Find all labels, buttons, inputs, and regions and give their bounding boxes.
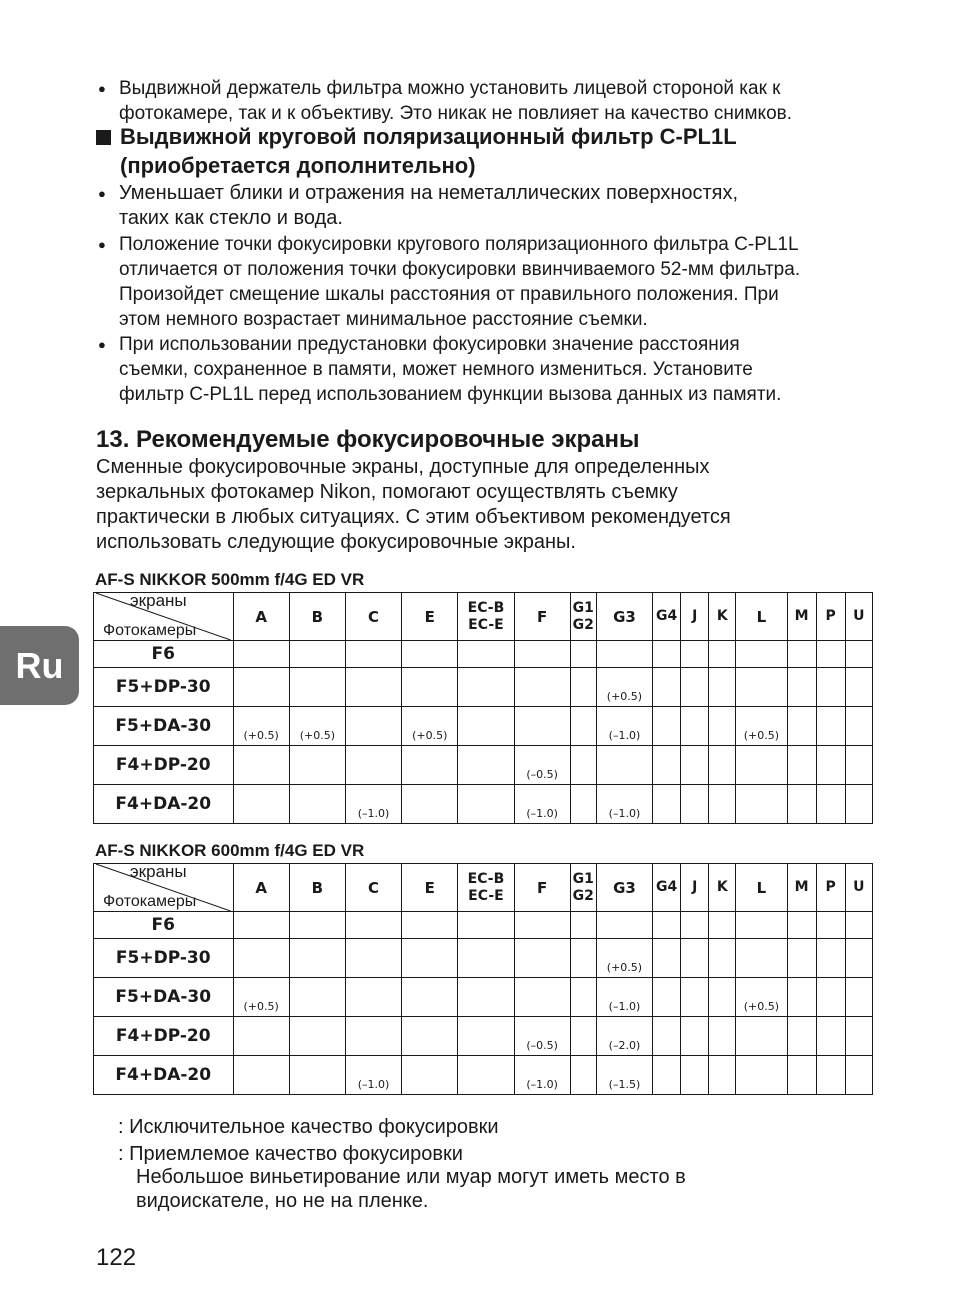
header-cameras-label: Фотокамеры (103, 622, 197, 639)
compatibility-cell (787, 668, 816, 707)
compatibility-cell (514, 707, 570, 746)
compatibility-cell (845, 1017, 872, 1056)
exposure-compensation: (–1.0) (357, 807, 390, 820)
compatibility-cell (345, 939, 401, 978)
legend-excellent: : Исключительное качество фокусировки (118, 1116, 499, 1138)
compatibility-cell (845, 978, 872, 1017)
square-bullet-icon (96, 130, 111, 145)
compatibility-cell (514, 785, 570, 824)
screen-type-header: G3 (596, 864, 652, 912)
bullet-line: съемки, сохраненное в памяти, может немного измениться. Установите (119, 359, 753, 380)
compatibility-cell (570, 707, 596, 746)
compatibility-cell (458, 912, 514, 939)
screen-type-header: EC-B EC-E (458, 864, 514, 912)
exposure-compensation: (+0.5) (243, 729, 279, 742)
compatibility-cell (233, 912, 289, 939)
camera-name: F5+DP-30 (94, 939, 234, 978)
focusing-screen-table (93, 863, 873, 1095)
screen-type-header: K (709, 593, 736, 641)
compatibility-cell (681, 668, 709, 707)
compatibility-cell (570, 746, 596, 785)
exposure-compensation: (+0.5) (606, 690, 643, 703)
compatibility-cell (787, 939, 816, 978)
compatibility-cell (458, 978, 514, 1017)
compatibility-cell (233, 641, 289, 668)
bullet-icon: ● (98, 81, 106, 96)
header-screens-label: экраны (130, 591, 187, 610)
table-row (94, 641, 873, 668)
compatibility-cell (681, 912, 709, 939)
compatibility-cell (570, 912, 596, 939)
compatibility-cell (345, 1017, 401, 1056)
compatibility-cell (514, 912, 570, 939)
table-row (94, 785, 873, 824)
compatibility-cell (845, 707, 872, 746)
compatibility-cell (709, 707, 736, 746)
compatibility-cell (816, 746, 845, 785)
compatibility-cell (596, 978, 652, 1017)
compatibility-cell (289, 912, 345, 939)
compatibility-cell (816, 1017, 845, 1056)
compatibility-cell (233, 668, 289, 707)
screen-type-header: B (289, 864, 345, 912)
compatibility-cell (596, 641, 652, 668)
compatibility-cell (402, 707, 458, 746)
compatibility-cell (345, 1056, 401, 1095)
screen-type-header: E (402, 593, 458, 641)
compatibility-cell (402, 1056, 458, 1095)
table-row (94, 939, 873, 978)
compatibility-cell (816, 939, 845, 978)
screen-type-header: P (816, 593, 845, 641)
compatibility-cell (653, 668, 681, 707)
compatibility-cell (233, 1017, 289, 1056)
exposure-compensation: (–1.0) (608, 1000, 641, 1013)
header-screens-label: экраны (130, 862, 187, 881)
compatibility-cell (289, 1056, 345, 1095)
compatibility-cell (736, 707, 787, 746)
compatibility-cell (570, 668, 596, 707)
screen-type-header: J (681, 593, 709, 641)
compatibility-cell (402, 978, 458, 1017)
exposure-compensation: (+0.5) (606, 961, 643, 974)
compatibility-cell (514, 641, 570, 668)
compatibility-cell (233, 978, 289, 1017)
screen-type-header: M (787, 864, 816, 912)
compatibility-cell (787, 1017, 816, 1056)
section-heading: 13. Рекомендуемые фокусировочные экраны (96, 426, 640, 453)
compatibility-cell (787, 978, 816, 1017)
screen-type-header: EC-B EC-E (458, 593, 514, 641)
compatibility-cell (570, 641, 596, 668)
compatibility-cell (845, 641, 872, 668)
screen-type-header: G1 G2 (570, 864, 596, 912)
screen-type-header: P (816, 864, 845, 912)
screen-type-header: G4 (653, 864, 681, 912)
header-corner (94, 864, 234, 912)
compatibility-cell (402, 668, 458, 707)
compatibility-cell (289, 641, 345, 668)
exposure-compensation: (+0.5) (412, 729, 448, 742)
compatibility-cell (289, 668, 345, 707)
compatibility-cell (816, 707, 845, 746)
screen-type-header: M (787, 593, 816, 641)
compatibility-cell (681, 746, 709, 785)
camera-name: F6 (94, 641, 234, 668)
compatibility-cell (709, 746, 736, 785)
table-caption: AF-S NIKKOR 500mm f/4G ED VR (95, 570, 365, 589)
exposure-compensation: (–1.0) (608, 807, 641, 820)
bullet-icon: ● (98, 337, 106, 352)
compatibility-cell (233, 707, 289, 746)
header-corner (94, 593, 234, 641)
compatibility-cell (845, 746, 872, 785)
screen-type-header: G1 G2 (570, 593, 596, 641)
compatibility-cell (787, 1056, 816, 1095)
compatibility-cell (458, 785, 514, 824)
compatibility-cell (709, 641, 736, 668)
compatibility-cell (816, 668, 845, 707)
compatibility-cell (653, 1056, 681, 1095)
compatibility-cell (681, 978, 709, 1017)
section-paragraph-line: использовать следующие фокусировочные экраны. (96, 531, 576, 553)
compatibility-cell (787, 707, 816, 746)
compatibility-cell (653, 1017, 681, 1056)
compatibility-cell (233, 785, 289, 824)
bullet-line: фотокамере, так и к объективу. Это никак не повлияет на качество снимков. (119, 103, 793, 124)
compatibility-cell (845, 668, 872, 707)
compatibility-cell (458, 707, 514, 746)
screen-type-header: G4 (653, 593, 681, 641)
compatibility-cell (709, 1017, 736, 1056)
compatibility-cell (736, 641, 787, 668)
screen-type-header: F (514, 593, 570, 641)
subsection-title: (приобретается дополнительно) (120, 153, 476, 178)
exposure-compensation: (–1.5) (608, 1078, 641, 1091)
compatibility-cell (736, 978, 787, 1017)
compatibility-cell (681, 1017, 709, 1056)
compatibility-cell (736, 785, 787, 824)
compatibility-cell (816, 1056, 845, 1095)
bullet-line: таких как стекло и вода. (119, 207, 343, 229)
compatibility-cell (596, 668, 652, 707)
compatibility-cell (845, 785, 872, 824)
legend-note: Небольшое виньетирование или муар могут иметь место в (136, 1166, 686, 1188)
camera-name: F5+DP-30 (94, 668, 234, 707)
exposure-compensation: (–1.0) (526, 807, 558, 820)
page-number: 122 (96, 1244, 137, 1271)
compatibility-cell (402, 746, 458, 785)
screen-type-header: A (233, 593, 289, 641)
screen-type-header: L (736, 593, 787, 641)
compatibility-cell (653, 746, 681, 785)
compatibility-cell (570, 785, 596, 824)
compatibility-cell (570, 1017, 596, 1056)
compatibility-cell (233, 746, 289, 785)
table-row (94, 746, 873, 785)
compatibility-cell (402, 939, 458, 978)
compatibility-cell (596, 707, 652, 746)
table-row (94, 978, 873, 1017)
compatibility-cell (709, 668, 736, 707)
compatibility-cell (402, 785, 458, 824)
compatibility-cell (345, 785, 401, 824)
camera-name: F4+DP-20 (94, 1017, 234, 1056)
compatibility-cell (570, 939, 596, 978)
compatibility-cell (345, 978, 401, 1017)
legend-note: видоискателе, но не на пленке. (136, 1190, 429, 1212)
header-cameras-label: Фотокамеры (103, 893, 197, 910)
compatibility-cell (233, 1056, 289, 1095)
compatibility-cell (402, 912, 458, 939)
bullet-line: отличается от положения точки фокусировки ввинчиваемого 52-мм фильтра. (119, 259, 801, 280)
table-caption: AF-S NIKKOR 600mm f/4G ED VR (95, 841, 365, 860)
screen-type-header: J (681, 864, 709, 912)
compatibility-cell (736, 939, 787, 978)
compatibility-cell (458, 668, 514, 707)
compatibility-cell (570, 978, 596, 1017)
compatibility-cell (289, 746, 345, 785)
compatibility-cell (709, 978, 736, 1017)
compatibility-cell (653, 939, 681, 978)
screen-type-header: U (845, 864, 872, 912)
compatibility-cell (709, 1056, 736, 1095)
compatibility-cell (458, 641, 514, 668)
compatibility-cell (402, 641, 458, 668)
screen-type-header: G3 (596, 593, 652, 641)
compatibility-cell (816, 641, 845, 668)
compatibility-cell (653, 978, 681, 1017)
compatibility-cell (514, 746, 570, 785)
exposure-compensation: (–1.0) (357, 1078, 390, 1091)
compatibility-cell (787, 912, 816, 939)
compatibility-cell (845, 1056, 872, 1095)
screen-type-header: C (345, 864, 401, 912)
compatibility-cell (570, 1056, 596, 1095)
compatibility-cell (736, 912, 787, 939)
table-row (94, 1017, 873, 1056)
compatibility-cell (345, 707, 401, 746)
screen-type-header: E (402, 864, 458, 912)
compatibility-cell (345, 668, 401, 707)
compatibility-cell (709, 785, 736, 824)
compatibility-cell (289, 707, 345, 746)
compatibility-cell (514, 939, 570, 978)
compatibility-cell (596, 939, 652, 978)
compatibility-cell (345, 641, 401, 668)
compatibility-cell (289, 939, 345, 978)
compatibility-cell (596, 1017, 652, 1056)
camera-name: F4+DA-20 (94, 785, 234, 824)
compatibility-cell (514, 1017, 570, 1056)
compatibility-cell (681, 641, 709, 668)
screen-type-header: C (345, 593, 401, 641)
section-paragraph-line: зеркальных фотокамер Nikon, помогают осуществлять съемку (96, 481, 678, 503)
compatibility-cell (289, 978, 345, 1017)
compatibility-cell (787, 746, 816, 785)
compatibility-cell (653, 912, 681, 939)
exposure-compensation: (–0.5) (526, 1039, 558, 1052)
bullet-line: Произойдет смещение шкалы расстояния от правильного положения. При (119, 284, 779, 305)
compatibility-cell (816, 785, 845, 824)
compatibility-cell (787, 641, 816, 668)
compatibility-cell (514, 978, 570, 1017)
exposure-compensation: (+0.5) (299, 729, 335, 742)
compatibility-cell (653, 707, 681, 746)
compatibility-cell (289, 785, 345, 824)
compatibility-cell (514, 668, 570, 707)
screen-type-header: F (514, 864, 570, 912)
compatibility-cell (458, 1017, 514, 1056)
bullet-line: При использовании предустановки фокусировки значение расстояния (119, 334, 740, 355)
compatibility-cell (736, 668, 787, 707)
exposure-compensation: (+0.5) (743, 729, 780, 742)
bullet-icon: ● (98, 186, 106, 201)
compatibility-cell (402, 1017, 458, 1056)
compatibility-cell (458, 1056, 514, 1095)
bullet-line: фильтр C-PL1L перед использованием функции вызова данных из памяти. (119, 384, 782, 405)
screen-type-header: A (233, 864, 289, 912)
compatibility-cell (709, 939, 736, 978)
compatibility-cell (845, 939, 872, 978)
exposure-compensation: (–1.0) (526, 1078, 558, 1091)
compatibility-cell (845, 912, 872, 939)
bullet-line: Выдвижной держатель фильтра можно установить лицевой стороной как к (119, 78, 781, 99)
compatibility-cell (736, 1056, 787, 1095)
subsection-title: Выдвижной круговой поляризационный фильтр C-PL1L (120, 124, 737, 149)
legend-acceptable: : Приемлемое качество фокусировки (118, 1143, 463, 1165)
exposure-compensation: (–1.0) (608, 729, 641, 742)
compatibility-cell (514, 1056, 570, 1095)
compatibility-cell (736, 1017, 787, 1056)
exposure-compensation: (+0.5) (743, 1000, 780, 1013)
compatibility-cell (736, 746, 787, 785)
compatibility-cell (233, 939, 289, 978)
bullet-icon: ● (98, 237, 106, 252)
table-row (94, 912, 873, 939)
table-row (94, 668, 873, 707)
bullet-line: Уменьшает блики и отражения на неметаллических поверхностях, (119, 182, 739, 204)
screen-type-header: U (845, 593, 872, 641)
table-row (94, 1056, 873, 1095)
camera-name: F5+DA-30 (94, 978, 234, 1017)
compatibility-cell (345, 746, 401, 785)
camera-name: F6 (94, 912, 234, 939)
compatibility-cell (681, 785, 709, 824)
compatibility-cell (345, 912, 401, 939)
focusing-screen-table (93, 592, 873, 824)
compatibility-cell (816, 978, 845, 1017)
compatibility-cell (596, 746, 652, 785)
compatibility-cell (458, 746, 514, 785)
bullet-line: Положение точки фокусировки кругового поляризационного фильтра C-PL1L (119, 234, 799, 255)
camera-name: F4+DP-20 (94, 746, 234, 785)
bullet-line: этом немного возрастает минимальное расстояние съемки. (119, 309, 648, 330)
compatibility-cell (458, 939, 514, 978)
camera-name: F5+DA-30 (94, 707, 234, 746)
compatibility-cell (596, 912, 652, 939)
section-paragraph-line: Сменные фокусировочные экраны, доступные для определенных (96, 456, 710, 478)
compatibility-cell (681, 1056, 709, 1095)
compatibility-cell (709, 912, 736, 939)
compatibility-cell (289, 1017, 345, 1056)
table-row (94, 707, 873, 746)
screen-type-header: K (709, 864, 736, 912)
compatibility-cell (653, 785, 681, 824)
compatibility-cell (596, 785, 652, 824)
compatibility-cell (787, 785, 816, 824)
language-tab: Ru (0, 626, 79, 705)
screen-type-header: L (736, 864, 787, 912)
compatibility-cell (653, 641, 681, 668)
compatibility-cell (596, 1056, 652, 1095)
compatibility-cell (681, 707, 709, 746)
compatibility-cell (681, 939, 709, 978)
section-paragraph-line: практически в любых ситуациях. С этим объективом рекомендуется (96, 506, 731, 528)
exposure-compensation: (–0.5) (526, 768, 558, 781)
exposure-compensation: (–2.0) (608, 1039, 641, 1052)
compatibility-cell (816, 912, 845, 939)
screen-type-header: B (289, 593, 345, 641)
exposure-compensation: (+0.5) (243, 1000, 279, 1013)
camera-name: F4+DA-20 (94, 1056, 234, 1095)
